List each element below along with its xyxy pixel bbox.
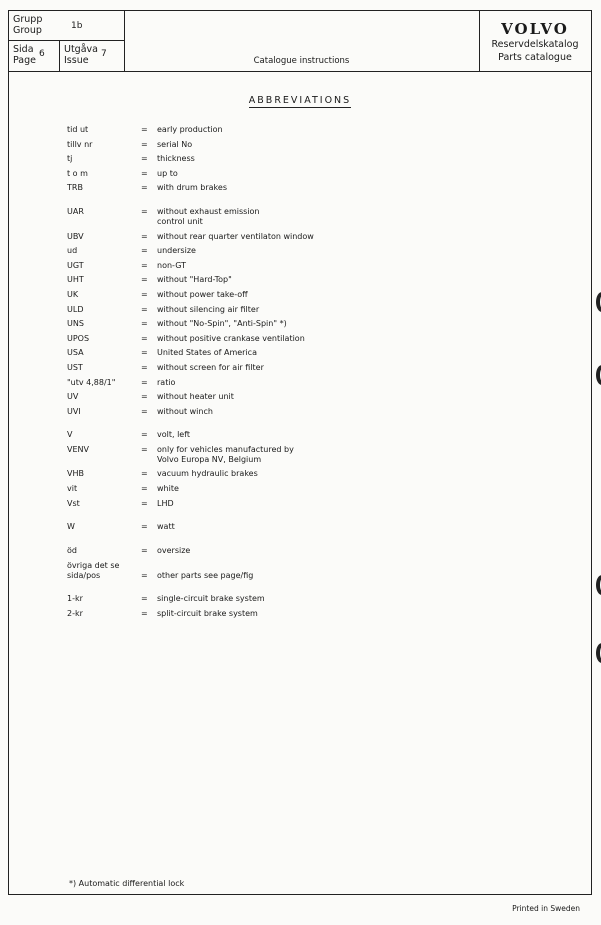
abbreviation-term: övriga det se sida/pos <box>67 560 120 580</box>
abbreviation-term: tj <box>67 154 73 164</box>
abbreviation-term: UBV <box>67 231 84 241</box>
equals-sign: = <box>141 594 148 604</box>
abbreviation-meaning: non-GT <box>157 260 187 270</box>
equals-sign: = <box>141 275 148 285</box>
abbreviation-term: ULD <box>67 304 84 314</box>
binder-hole-icon <box>596 575 601 595</box>
abbreviation-row <box>67 154 487 164</box>
abbreviation-row <box>67 232 487 242</box>
abbreviation-term: UGT <box>67 260 84 270</box>
abbreviation-meaning: without "No-Spin", "Anti-Spin" *) <box>157 319 287 329</box>
abbreviation-meaning: United States of America <box>157 348 257 358</box>
abbreviation-term: UPOS <box>67 333 90 343</box>
binder-hole-icon <box>596 292 601 312</box>
abbreviation-meaning: white <box>157 484 179 494</box>
page-issue-row <box>9 40 124 71</box>
abbreviation-term: V <box>67 430 73 440</box>
page-value: 6 <box>39 49 45 59</box>
abbreviation-term: 1-kr <box>67 594 83 604</box>
abbreviation-meaning: only for vehicles manufactured by Volvo Europa NV, Belgium <box>157 445 294 464</box>
catalog-title-sv: Reservdelskatalog <box>491 39 579 50</box>
abbreviation-row <box>67 348 487 358</box>
binder-hole-icon <box>596 643 601 663</box>
abbreviation-meaning: without silencing air filter <box>157 304 260 314</box>
abbreviation-meaning: without rear quarter ventilaton window <box>157 231 314 241</box>
equals-sign: = <box>141 231 148 241</box>
abbreviation-meaning: LHD <box>157 498 174 508</box>
equals-sign: = <box>141 319 148 329</box>
equals-sign: = <box>141 522 148 532</box>
abbreviation-term: UST <box>67 362 83 372</box>
abbreviation-term: ud <box>67 246 78 256</box>
abbreviation-term: UHT <box>67 275 84 285</box>
abbreviation-row <box>67 290 487 300</box>
abbreviation-term: USA <box>67 348 84 358</box>
equals-sign: = <box>141 168 148 178</box>
abbreviation-row <box>67 445 487 465</box>
abbreviation-row <box>67 140 487 150</box>
equals-sign: = <box>141 333 148 343</box>
abbreviation-meaning: without positive crankase ventilation <box>157 333 305 343</box>
abbreviation-meaning: without winch <box>157 406 213 416</box>
abbreviation-row <box>67 484 487 494</box>
page-label: Sida Page <box>13 44 36 66</box>
equals-sign: = <box>141 154 148 164</box>
abbreviation-row <box>67 363 487 373</box>
equals-sign: = <box>141 362 148 372</box>
equals-sign: = <box>141 406 148 416</box>
header-title-block <box>124 11 480 71</box>
page-header <box>9 11 591 72</box>
page-heading <box>9 95 591 106</box>
binder-hole-icon <box>596 365 601 385</box>
abbreviation-row <box>67 183 487 193</box>
abbreviation-meaning: watt <box>157 522 175 532</box>
abbreviation-meaning: volt, left <box>157 430 191 440</box>
abbreviation-row <box>67 546 487 556</box>
abbreviation-term: öd <box>67 546 77 556</box>
abbreviation-row <box>67 522 487 532</box>
abbreviation-term: UVI <box>67 406 81 416</box>
abbreviation-row <box>67 499 487 509</box>
abbreviation-term: "utv 4,88/1" <box>67 377 116 387</box>
abbreviation-row <box>67 319 487 329</box>
abbreviation-term: UNS <box>67 319 84 329</box>
abbreviation-row <box>67 609 487 619</box>
equals-sign: = <box>141 546 148 556</box>
equals-sign: = <box>141 207 148 217</box>
abbreviation-term: Vst <box>67 498 80 508</box>
equals-sign: = <box>141 183 148 193</box>
catalogue-page-frame <box>8 10 592 895</box>
volvo-logo: VOLVO <box>501 20 569 38</box>
abbreviation-meaning: without screen for air filter <box>157 362 264 372</box>
equals-sign: = <box>141 260 148 270</box>
abbreviation-term: tillv nr <box>67 139 93 149</box>
equals-sign: = <box>141 469 148 479</box>
equals-sign: = <box>141 430 148 440</box>
equals-sign: = <box>141 289 148 299</box>
issue-label: Utgåva Issue <box>64 44 98 66</box>
abbreviation-meaning: thickness <box>157 154 195 164</box>
equals-sign: = <box>141 246 148 256</box>
abbreviation-meaning: early production <box>157 125 223 134</box>
abbreviation-row <box>67 378 487 388</box>
abbreviation-term: VENV <box>67 445 89 455</box>
abbreviation-meaning: split-circuit brake system <box>157 609 258 619</box>
abbreviation-row <box>67 207 487 227</box>
header-index-block <box>9 11 125 71</box>
abbreviation-meaning: up to <box>157 168 178 178</box>
abbreviation-term: VHB <box>67 469 84 479</box>
printed-in-note: Printed in Sweden <box>512 904 580 913</box>
abbreviation-list <box>67 125 487 624</box>
equals-sign: = <box>141 570 148 580</box>
abbreviation-term: W <box>67 522 75 532</box>
group-value: 1b <box>71 21 83 31</box>
abbreviation-row <box>67 407 487 417</box>
abbreviation-term: UK <box>67 289 79 299</box>
footnote: *) Automatic differential lock <box>69 879 185 888</box>
abbreviation-meaning: oversize <box>157 546 191 556</box>
abbreviation-term: TRB <box>67 183 83 193</box>
abbreviation-row <box>67 246 487 256</box>
header-brand-block <box>479 11 591 71</box>
abbreviation-row <box>67 430 487 440</box>
abbreviation-row <box>67 392 487 402</box>
abbreviation-meaning: without power take-off <box>157 289 248 299</box>
abbreviation-row <box>67 275 487 285</box>
abbreviation-term: UAR <box>67 207 84 217</box>
section-title: Catalogue instructions <box>253 56 350 66</box>
abbreviation-row <box>67 169 487 179</box>
abbreviation-term: 2-kr <box>67 609 83 619</box>
catalog-title-en: Parts catalogue <box>498 52 572 63</box>
equals-sign: = <box>141 139 148 149</box>
abbreviation-meaning: ratio <box>157 377 176 387</box>
equals-sign: = <box>141 304 148 314</box>
abbreviation-term: UV <box>67 392 79 402</box>
group-row <box>9 11 124 41</box>
abbreviation-meaning: vacuum hydraulic brakes <box>157 469 258 479</box>
abbreviation-row <box>67 469 487 479</box>
abbreviation-row <box>67 261 487 271</box>
abbreviation-meaning: without exhaust emission control unit <box>157 207 260 226</box>
abbreviation-meaning: undersize <box>157 246 196 256</box>
header-divider <box>59 40 60 71</box>
abbreviation-row <box>67 561 487 581</box>
abbreviation-term: tid ut <box>67 125 89 134</box>
equals-sign: = <box>141 609 148 619</box>
abbreviation-meaning: with drum brakes <box>157 183 227 193</box>
abbreviation-row <box>67 125 487 135</box>
equals-sign: = <box>141 125 148 134</box>
group-label: Grupp Group <box>13 14 43 36</box>
abbreviation-meaning: without heater unit <box>157 392 234 402</box>
equals-sign: = <box>141 445 148 455</box>
issue-value: 7 <box>101 49 107 59</box>
equals-sign: = <box>141 348 148 358</box>
heading-text: ABBREVIATIONS <box>248 95 352 106</box>
equals-sign: = <box>141 484 148 494</box>
abbreviation-meaning: without "Hard-Top" <box>157 275 232 285</box>
abbreviation-meaning: serial No <box>157 139 193 149</box>
abbreviation-meaning: single-circuit brake system <box>157 594 265 604</box>
equals-sign: = <box>141 377 148 387</box>
equals-sign: = <box>141 392 148 402</box>
equals-sign: = <box>141 498 148 508</box>
abbreviation-row <box>67 594 487 604</box>
abbreviation-term: t o m <box>67 168 88 178</box>
abbreviation-term: vit <box>67 484 78 494</box>
abbreviation-row <box>67 305 487 315</box>
abbreviation-meaning: other parts see page/fig <box>157 570 254 580</box>
abbreviation-row <box>67 334 487 344</box>
